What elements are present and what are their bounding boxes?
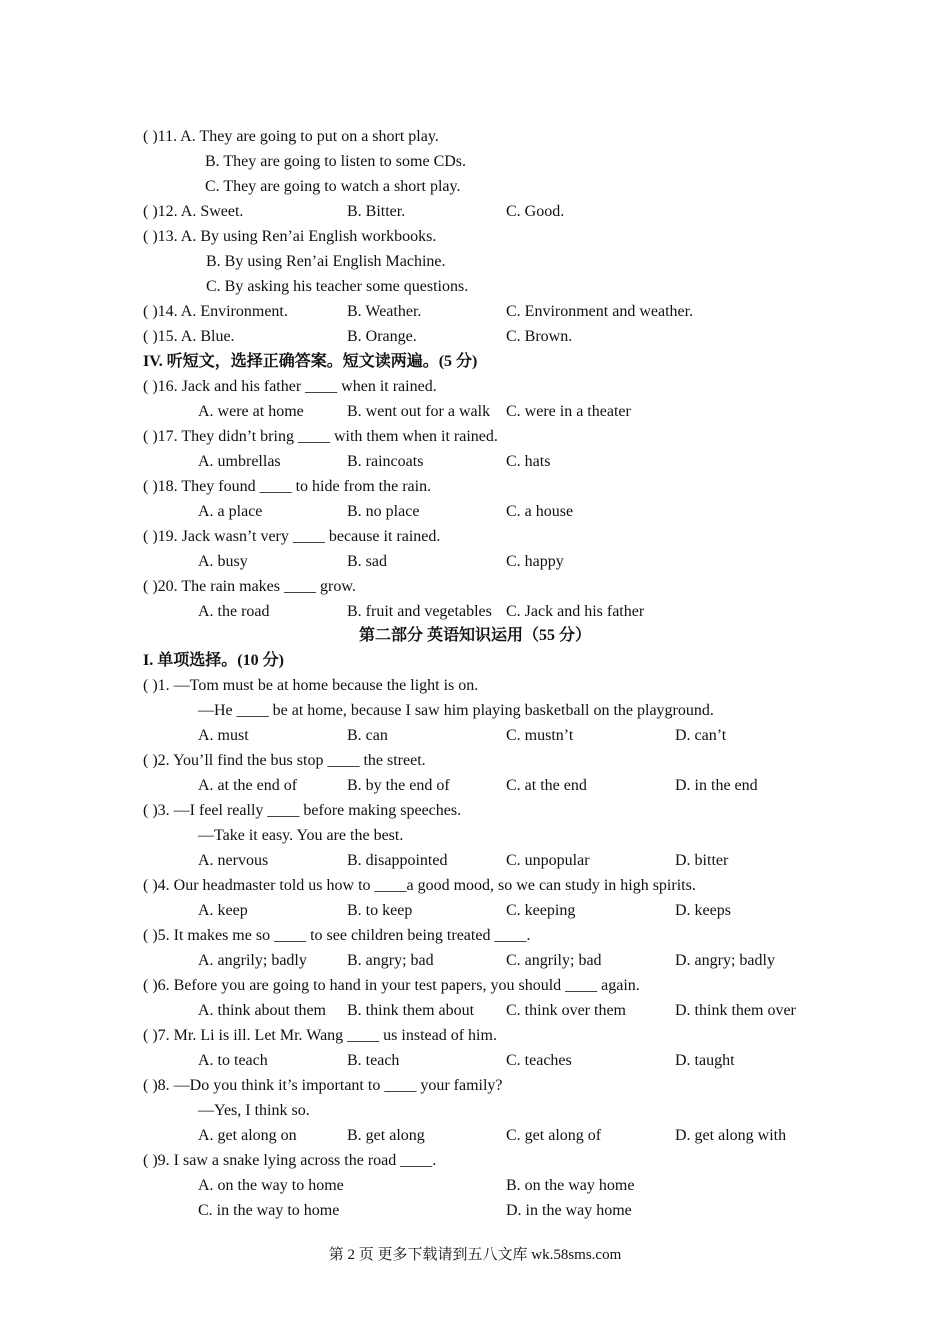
mc5-option-d: D. angry; badly [675,952,775,969]
mc6-option-b: B. think them about [347,1002,475,1019]
section-i-title: 单项选择。(10 分) [153,652,284,669]
mc-question-8: ( )8. —Do you think it’s important to ____ your family? [143,1077,503,1094]
mc1-option-a: A. must [198,727,249,744]
mc7-option-a: A. to teach [198,1052,268,1069]
q14-option-c: C. Environment and weather. [506,303,694,320]
part-two-title: 第二部分 英语知识运用（55 分） [358,627,591,644]
mc-question-9: ( )9. I saw a snake lying across the road ____. [143,1152,437,1169]
q13-option-c: C. By asking his teacher some questions. [206,278,469,295]
section-iv-heading [143,352,477,372]
q16-option-c: C. were in a theater [506,403,631,420]
mc8-option-b: B. get along [347,1127,425,1144]
mc-question-6: ( )6. Before you are going to hand in your test papers, you should ____ again. [143,977,640,994]
question-20: ( )20. The rain makes ____ grow. [143,578,356,595]
question-15: ( )15. A. Blue. [143,328,235,345]
mc-question-1: ( )1. —Tom must be at home because the light is on. [143,677,479,694]
q13-option-b: B. By using Ren’ai English Machine. [206,253,446,270]
section-iv-title: 听短文，选择正确答案。短文读两遍。(5 分) [162,353,478,370]
mc-question-3-reply: —Take it easy. You are the best. [198,827,404,844]
q12-option-c: C. Good. [506,203,565,220]
question-12: ( )12. A. Sweet. [143,203,244,220]
mc-question-1-reply: —He ____ be at home, because I saw him playing basketball on the playground. [198,702,714,719]
mc-question-3: ( )3. —I feel really ____ before making speeches. [143,802,462,819]
q18-option-b: B. no place [347,503,420,520]
question-19: ( )19. Jack wasn’t very ____ because it rained. [143,528,441,545]
q19-option-c: C. happy [506,553,564,570]
q14-option-b: B. Weather. [347,303,422,320]
section-iv-roman: IV. [143,353,163,370]
mc4-option-a: A. keep [198,902,248,919]
mc1-option-b: B. can [347,727,388,744]
mc8-option-c: C. get along of [506,1127,602,1144]
q18-option-a: A. a place [198,503,263,520]
mc-question-7: ( )7. Mr. Li is ill. Let Mr. Wang ____ us instead of him. [143,1027,497,1044]
mc6-option-c: C. think over them [506,1002,626,1019]
mc3-option-c: C. unpopular [506,852,590,869]
mc4-option-d: D. keeps [675,902,731,919]
q16-option-a: A. were at home [198,403,304,420]
mc5-option-a: A. angrily; badly [198,952,307,969]
mc5-option-c: C. angrily; bad [506,952,602,969]
q19-option-b: B. sad [347,553,387,570]
mc3-option-d: D. bitter [675,852,729,869]
mc7-option-b: B. teach [347,1052,400,1069]
mc9-option-a: A. on the way to home [198,1177,344,1194]
page-footer: 第 2 页 更多下载请到五八文库 wk.58sms.com [328,1247,622,1263]
q20-option-a: A. the road [198,603,270,620]
mc1-option-d: D. can’t [675,727,727,744]
mc1-option-c: C. mustn’t [506,727,574,744]
section-i-heading [143,651,284,671]
q12-option-b: B. Bitter. [347,203,406,220]
mc9-option-b: B. on the way home [506,1177,635,1194]
mc6-option-a: A. think about them [198,1002,326,1019]
mc9-option-d: D. in the way home [506,1202,632,1219]
mc7-option-c: C. teaches [506,1052,572,1069]
q20-option-c: C. Jack and his father [506,603,645,620]
q17-option-a: A. umbrellas [198,453,281,470]
mc4-option-c: C. keeping [506,902,576,919]
mc8-option-d: D. get along with [675,1127,787,1144]
mc3-option-a: A. nervous [198,852,269,869]
question-14: ( )14. A. Environment. [143,303,288,320]
q17-option-c: C. hats [506,453,551,470]
q16-option-b: B. went out for a walk [347,403,491,420]
q11-option-c: C. They are going to watch a short play. [205,178,461,195]
mc6-option-d: D. think them over [675,1002,796,1019]
mc-question-2: ( )2. You’ll find the bus stop ____ the street. [143,752,426,769]
q18-option-c: C. a house [506,503,574,520]
mc4-option-b: B. to keep [347,902,413,919]
mc3-option-b: B. disappointed [347,852,448,869]
section-i-roman: I. [143,652,154,669]
q19-option-a: A. busy [198,553,248,570]
mc5-option-b: B. angry; bad [347,952,434,969]
question-11: ( )11. A. They are going to put on a short play. [143,128,439,145]
mc8-option-a: A. get along on [198,1127,297,1144]
q17-option-b: B. raincoats [347,453,424,470]
mc2-option-b: B. by the end of [347,777,450,794]
q15-option-b: B. Orange. [347,328,417,345]
mc2-option-c: C. at the end [506,777,587,794]
mc2-option-d: D. in the end [675,777,758,794]
question-16: ( )16. Jack and his father ____ when it rained. [143,378,437,395]
question-13: ( )13. A. By using Ren’ai English workbooks. [143,228,437,245]
mc-question-5: ( )5. It makes me so ____ to see children being treated ____. [143,927,531,944]
q15-option-c: C. Brown. [506,328,573,345]
mc7-option-d: D. taught [675,1052,735,1069]
mc9-option-c: C. in the way to home [198,1202,340,1219]
question-18: ( )18. They found ____ to hide from the rain. [143,478,432,495]
mc-question-4: ( )4. Our headmaster told us how to ____a good mood, so we can study in high spirits. [143,877,696,894]
q20-option-b: B. fruit and vegetables [347,603,492,620]
q11-option-b: B. They are going to listen to some CDs. [205,153,467,170]
question-17: ( )17. They didn’t bring ____ with them when it rained. [143,428,498,445]
mc-question-8-reply: —Yes, I think so. [198,1102,310,1119]
mc2-option-a: A. at the end of [198,777,298,794]
